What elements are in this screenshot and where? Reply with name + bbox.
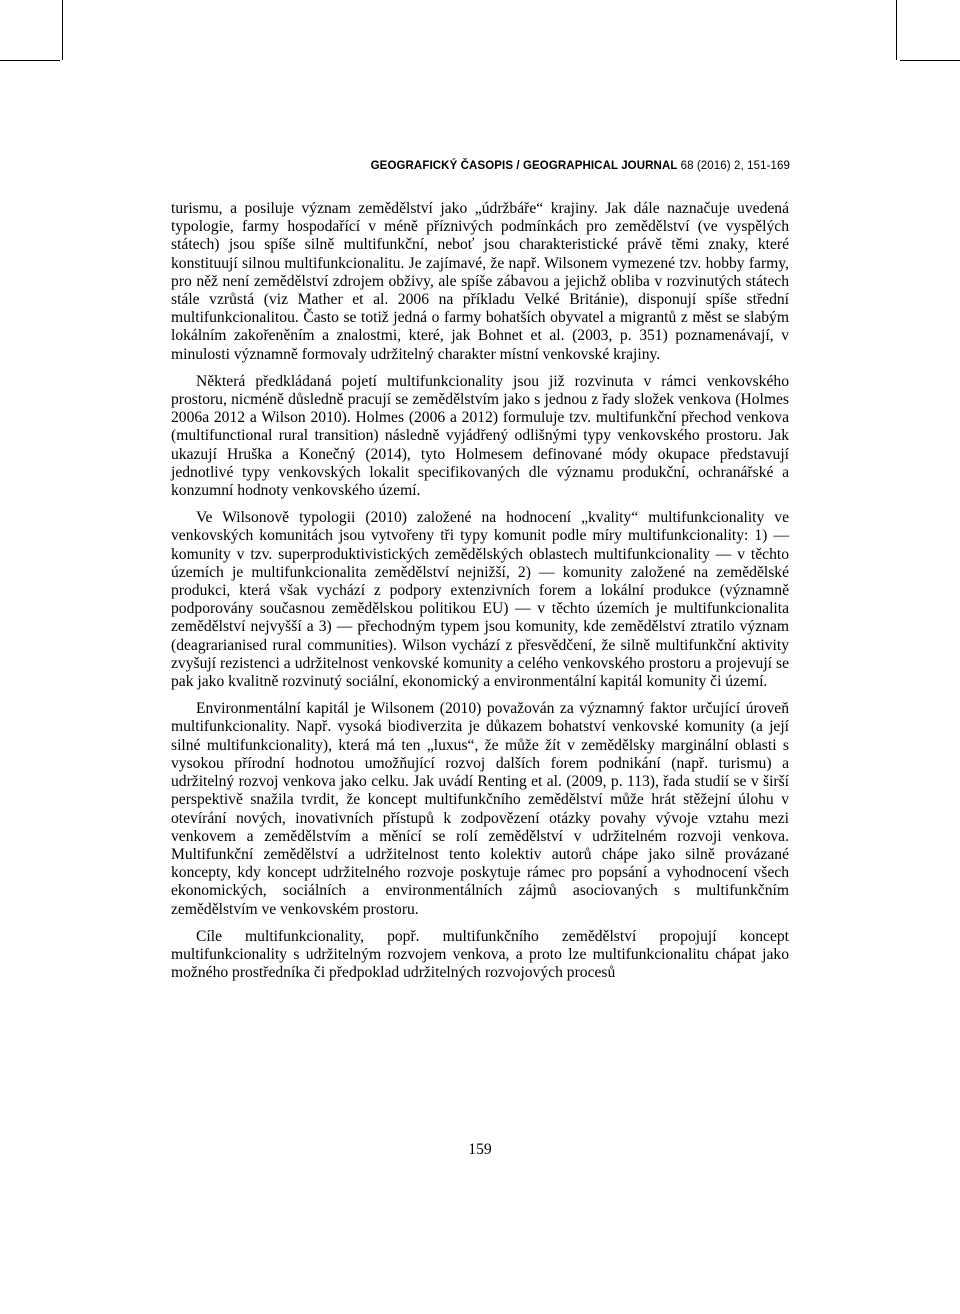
- crop-mark-right: [896, 0, 897, 60]
- crop-mark-left-horizontal: [0, 60, 60, 61]
- journal-title: GEOGRAFICKÝ ČASOPIS / GEOGRAPHICAL JOURNAL: [370, 160, 678, 172]
- journal-issue: 68 (2016) 2, 151-169: [680, 160, 790, 172]
- article-body: [171, 200, 789, 991]
- paragraph-5: Cíle multifunkcionality, popř. multifunkčního zemědělství propojují koncept multifunkcionality s udržitelným rozvojem venkova, a proto lze multifunkcionalitu chápat jako možného prostředníka či předpoklad udržitelných rozvojových procesů: [171, 927, 789, 982]
- running-head: [170, 160, 790, 172]
- paragraph-1: turismu, a posiluje význam zemědělství jako „údržbáře“ krajiny. Jak dále naznačuje uvedená typologie, farmy hospodařící v méně příznivých podmínkách pro zemědělství (ve vyspělých státech) jsou spíše silně multifunkční, neboť jsou charakteristické právě těmi znaky, které konstituují silnou multifunkcionalitu. Je zajímavé, že např. Wilsonem vymezené tzv. hobby farmy, pro něž není zemědělství zdrojem obživy, ale spíše zábavou a jejichž obliba v rozvinutých státech stále vzrůstá (viz Mather et al. 2006 na příkladu Velké Británie), disponují spíše střední multifunkcionalitou. Často se totiž jedná o farmy bohatších obyvatel a migrantů z měst se slabým lokálním zakořeněním a znalostmi, které, jak Bohnet et al. (2003, p. 351) poznamenávají, v minulosti významně formovaly udržitelný charakter místní venkovské krajiny.: [171, 200, 789, 363]
- paragraph-2: Některá předkládaná pojetí multifunkcionality jsou již rozvinuta v rámci venkovského prostoru, nicméně důsledně pracují se zemědělstvím jako s jednou z řady složek venkova (Holmes 2006a 2012 a Wilson 2010). Holmes (2006 a 2012) formuluje tzv. multifunkční přechod venkova (multifunctional rural transition) následně vyjádřený odlišnými typy venkovského prostoru. Jak ukazují Hruška a Konečný (2014), tyto Holmesem definované módy okupace představují jednotlivé typy venkovských lokalit specifikovaných dle významu produkční, ochranářské a konzumní hodnoty venkovského území.: [171, 372, 789, 500]
- crop-mark-right-horizontal: [900, 60, 960, 61]
- paragraph-4: Environmentální kapitál je Wilsonem (2010) považován za významný faktor určující úroveň multifunkcionality. Např. vysoká biodiverzita je důkazem bohatství venkovské komunity (a její silné multifunkcionality), která má ten „luxus“, že může žít v zemědělsky marginální oblasti s vysokou přírodní hodnotou umožňující rozvoj dalších forem podnikání (např. turismu) a udržitelný rozvoj venkova jako celku. Jak uvádí Renting et al. (2009, p. 113), řada studií se v širší perspektivě snažila tvrdit, že koncept multifunkčního zemědělství může hrát stěžejní úlohu v otevírání nových, inovativních přístupů k zodpovězení otázky povahy vývoje vztahu mezi venkovem a zemědělstvím a měnící se rolí zemědělství v udržitelném rozvoji venkova. Multifunkční zemědělství a udržitelnost tento kolektiv autorů chápe jako silně provázané koncepty, kdy koncept udržitelného rozvoje poskytuje rámec pro popsání a vyhodnocení všech ekonomických, sociálních a environmentálních zájmů asociovaných s multifunkčním zemědělstvím ve venkovském prostoru.: [171, 700, 789, 918]
- page-number: 159: [468, 1141, 492, 1158]
- paragraph-3: Ve Wilsonově typologii (2010) založené na hodnocení „kvality“ multifunkcionality ve venkovských komunitách jsou vytvořeny tři typy komunit podle míry multifunkcionality: 1) — komunity v tzv. superproduktivistických zemědělských oblastech multifunkcionality — v těchto územích je multifunkcionalita zemědělství nejnižší, 2) — komunity založené na zemědělské produkci, která však vychází z podpory extenzivních forem a lokální produkce (významně podporovány současnou zemědělskou politikou EU) — v těchto územích je multifunkcionalita zemědělství nejvyšší a 3) — přechodným typem jsou komunity, kde zemědělství ztratilo význam (deagrarianised rural communities). Wilson vychází z přesvědčení, že silně multifunkční aktivity zvyšují rezistenci a udržitelnost venkovské komunity a celého venkovského prostoru a projevují se pak jako kvalitně rozvinutý sociální, ekonomický a environmentální kapitál komunity či území.: [171, 509, 789, 691]
- crop-mark-left: [62, 0, 63, 60]
